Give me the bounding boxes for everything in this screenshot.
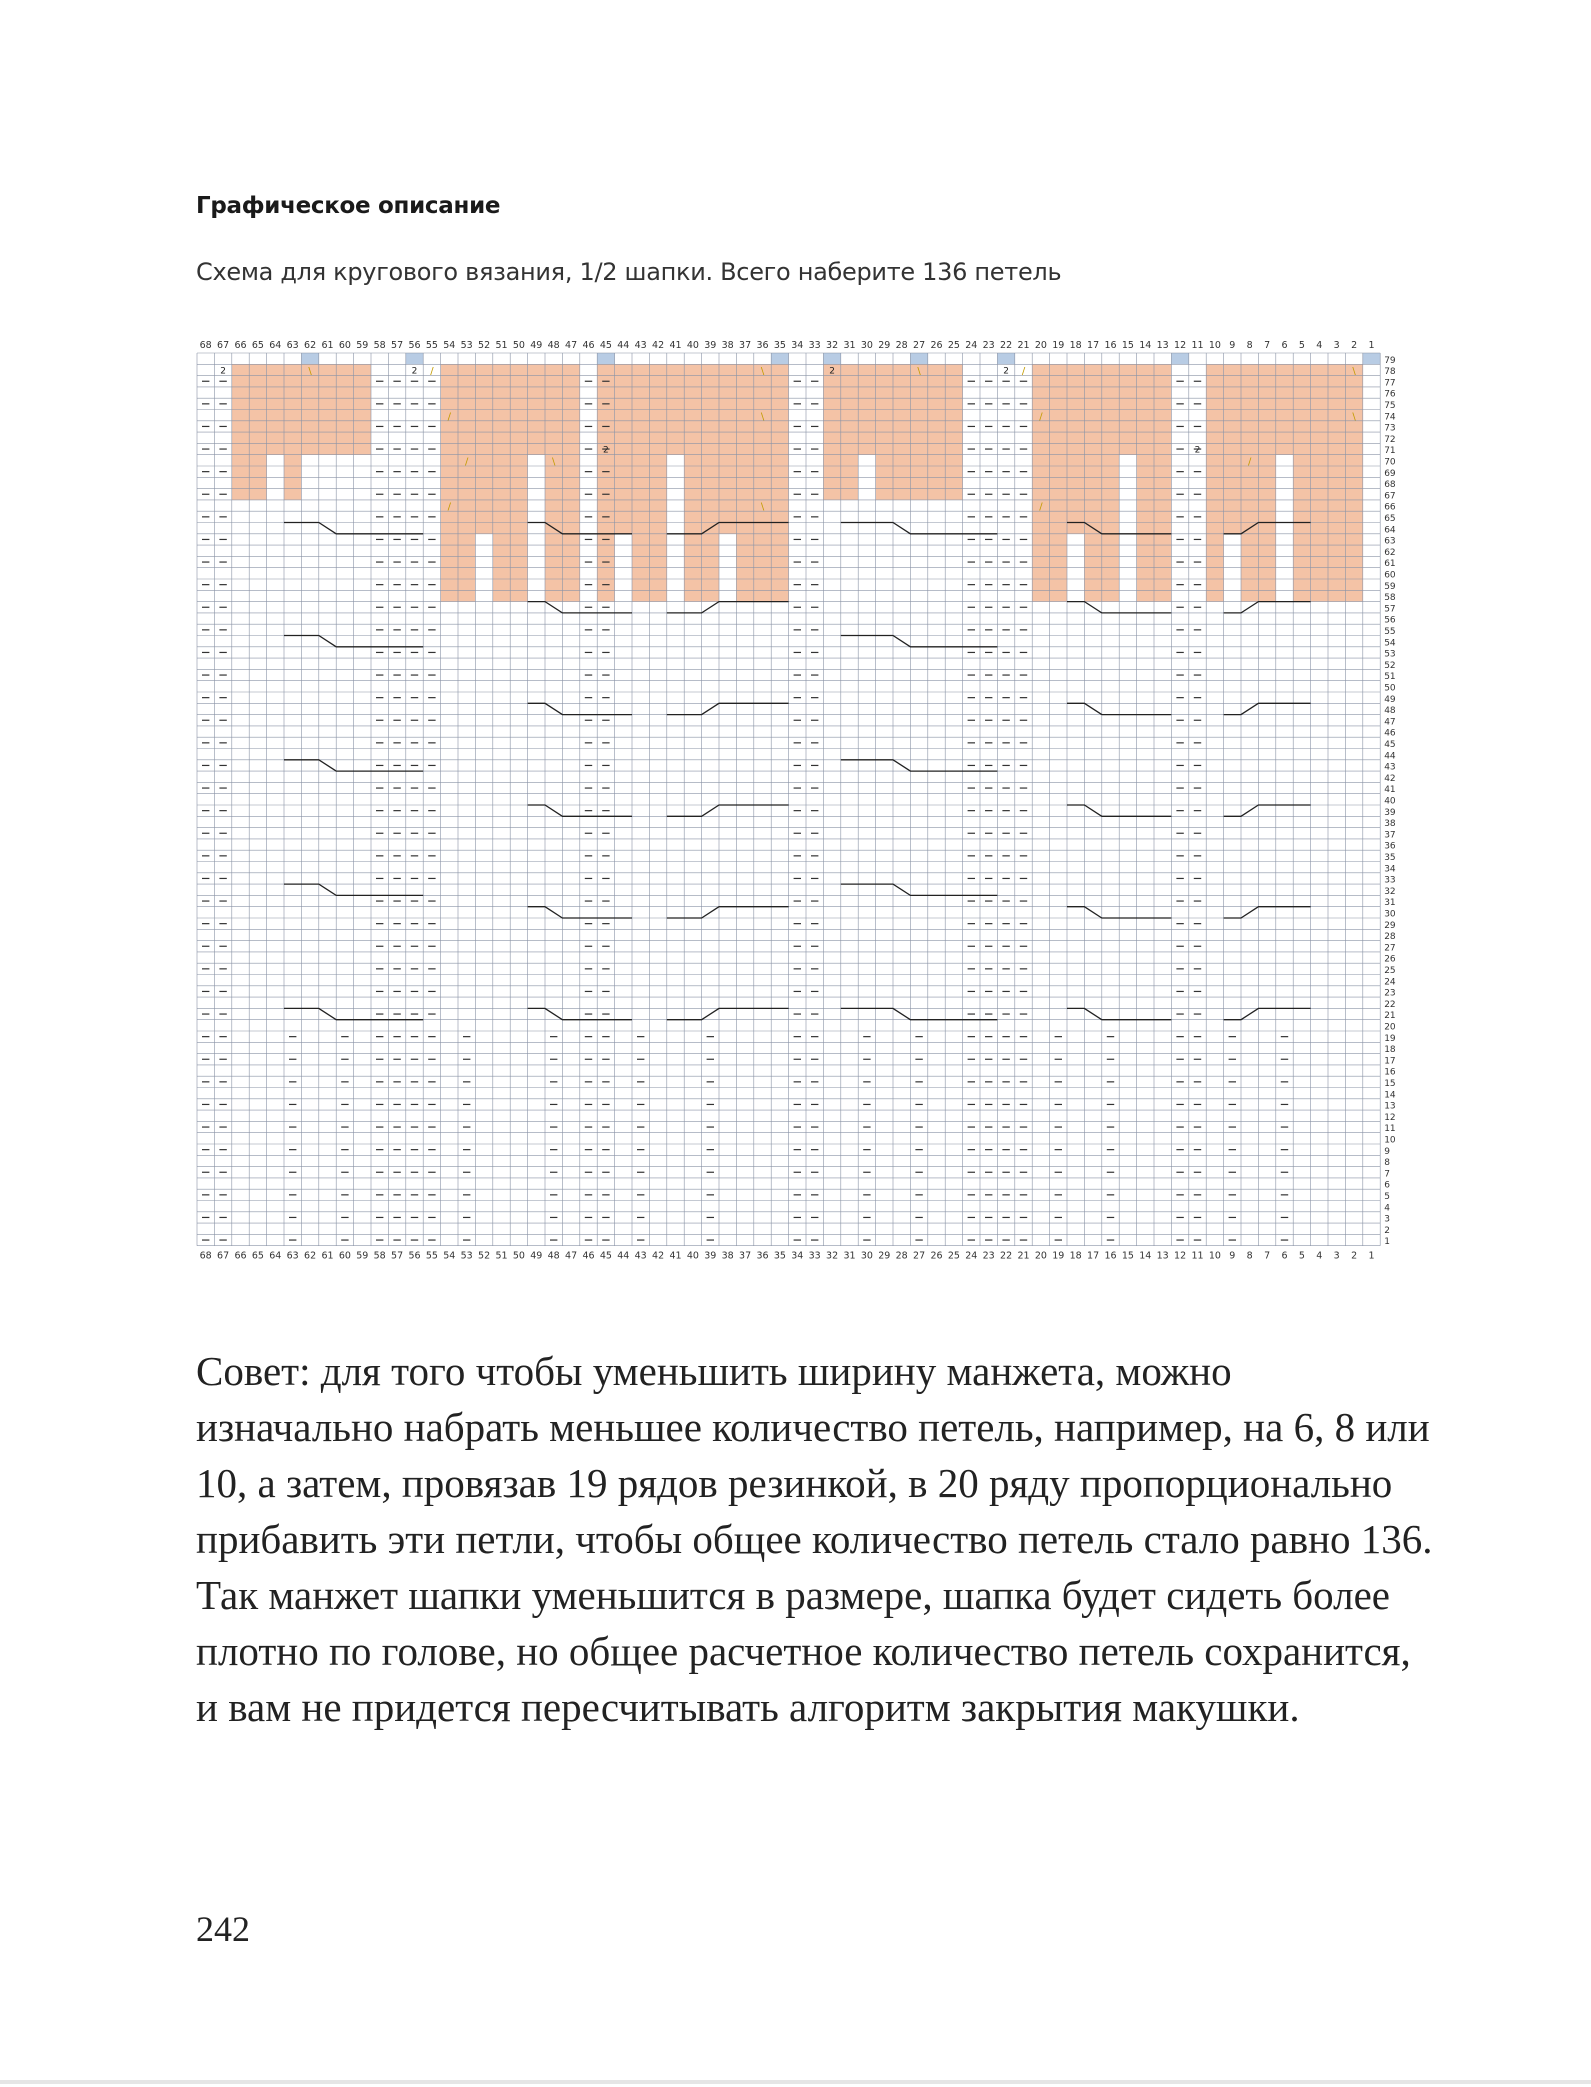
column-label-bottom: 31 [843, 1250, 856, 1262]
column-label-bottom: 18 [1069, 1250, 1082, 1262]
column-label-bottom: 4 [1316, 1250, 1323, 1262]
column-label-top: 11 [1191, 340, 1204, 351]
column-label-top: 2 [1351, 340, 1358, 351]
no-stitch-cell [545, 364, 562, 601]
column-label-top: 14 [1139, 340, 1152, 351]
column-label-top: 53 [460, 340, 473, 351]
column-label-bottom: 9 [1229, 1250, 1236, 1262]
column-label-bottom: 54 [443, 1250, 456, 1262]
column-label-bottom: 36 [756, 1250, 769, 1262]
column-label-top: 25 [947, 340, 960, 351]
column-marker-cell [406, 353, 423, 364]
row-label: 11 [1384, 1124, 1396, 1135]
column-label-bottom: 14 [1139, 1250, 1152, 1262]
row-label: 47 [1384, 717, 1396, 728]
column-label-top: 16 [1104, 340, 1117, 351]
slant-right-mark: / [1021, 366, 1026, 378]
column-label-top: 31 [843, 340, 856, 351]
column-label-bottom: 67 [217, 1250, 230, 1262]
column-label-top: 67 [217, 340, 230, 351]
no-stitch-cell [1032, 364, 1049, 601]
column-label-bottom: 53 [460, 1250, 473, 1262]
column-label-top: 15 [1121, 340, 1134, 351]
row-label: 36 [1384, 841, 1396, 852]
column-label-bottom: 44 [617, 1250, 630, 1262]
row-label: 75 [1384, 401, 1396, 411]
row-label: 30 [1384, 909, 1396, 920]
slant-right-mark: / [447, 411, 451, 423]
column-label-top: 45 [599, 340, 612, 351]
column-label-top: 21 [1017, 340, 1030, 351]
row-label: 31 [1384, 898, 1396, 909]
row-label: 70 [1384, 457, 1396, 468]
no-stitch-cell [771, 364, 788, 601]
column-label-bottom: 8 [1246, 1250, 1253, 1262]
row-label: 16 [1384, 1067, 1396, 1078]
column-label-bottom: 38 [721, 1250, 734, 1262]
column-marker-cell [771, 353, 788, 364]
row-label: 54 [1384, 638, 1396, 649]
row-label: 23 [1384, 988, 1396, 999]
column-label-top: 42 [652, 340, 665, 351]
row-label: 17 [1384, 1056, 1396, 1067]
column-marker-cell [997, 353, 1014, 364]
row-label: 14 [1384, 1090, 1396, 1101]
column-label-bottom: 20 [1034, 1250, 1047, 1262]
column-label-bottom: 5 [1298, 1250, 1305, 1262]
column-label-bottom: 25 [947, 1250, 960, 1262]
column-label-bottom: 37 [739, 1250, 752, 1262]
no-stitch-cell [719, 364, 736, 534]
row-label: 21 [1384, 1011, 1396, 1022]
column-label-bottom: 45 [599, 1250, 612, 1262]
decrease-label: 2 [829, 366, 835, 377]
column-label-top: 10 [1208, 340, 1221, 351]
no-stitch-cell [562, 364, 579, 601]
column-label-bottom: 66 [234, 1250, 247, 1262]
column-label-top: 27 [913, 340, 926, 351]
column-label-bottom: 26 [930, 1250, 943, 1262]
column-label-bottom: 29 [878, 1250, 891, 1262]
column-label-bottom: 46 [582, 1250, 595, 1262]
column-label-bottom: 1 [1368, 1250, 1375, 1262]
column-label-bottom: 3 [1333, 1250, 1340, 1262]
decrease-label: 2 [1003, 366, 1009, 377]
column-label-bottom: 43 [634, 1250, 647, 1262]
row-label: 48 [1384, 706, 1396, 717]
no-stitch-cell [649, 364, 666, 601]
slant-right-mark: / [465, 456, 469, 468]
row-label: 46 [1384, 728, 1396, 739]
no-stitch-cell [632, 364, 649, 601]
row-label: 27 [1384, 943, 1396, 954]
column-label-top: 58 [373, 340, 386, 351]
row-label: 5 [1384, 1192, 1390, 1202]
decrease-label: 2 [1194, 445, 1201, 456]
column-label-bottom: 12 [1174, 1250, 1187, 1262]
column-marker-cell [301, 353, 318, 364]
no-stitch-cell [1345, 364, 1362, 601]
tip-paragraph: Совет: для того чтобы уменьшить ширину манжета, можно изначально набрать меньшее количество петель, например, на 6, 8 или 10, а затем, провязав 19 рядов резинкой, в 20 ряду пропорционально прибавить эти петли, чтобы общее количество петель стало равно 136. Так манжет шапки уменьшится в размере, шапка будет сидеть более плотно по голове, но общее расчетное количество петель сохранится, и вам не придется пересчитывать алгоритм закрытия макушки. [196, 1348, 1433, 1730]
column-label-bottom: 59 [356, 1250, 369, 1262]
column-label-bottom: 34 [791, 1250, 804, 1262]
row-label: 6 [1384, 1180, 1390, 1191]
column-label-top: 39 [704, 340, 717, 351]
slant-left-mark: \ [760, 501, 765, 513]
bottom-rule [0, 2080, 1591, 2084]
row-label: 3 [1384, 1214, 1390, 1225]
column-label-top: 60 [338, 340, 351, 351]
column-marker-cell [1363, 353, 1380, 364]
no-stitch-cell [1293, 364, 1310, 601]
column-label-top: 41 [669, 340, 682, 351]
column-label-bottom: 11 [1191, 1250, 1204, 1262]
column-label-top: 26 [930, 340, 943, 351]
no-stitch-cell [702, 364, 719, 601]
column-label-top: 19 [1052, 340, 1065, 351]
column-label-top: 34 [791, 340, 804, 351]
row-label: 71 [1384, 446, 1396, 457]
row-label: 63 [1384, 536, 1396, 547]
slant-right-mark: / [1248, 456, 1252, 468]
column-label-bottom: 55 [425, 1250, 438, 1262]
column-label-top: 35 [773, 340, 786, 351]
no-stitch-cell [736, 364, 753, 601]
column-label-top: 55 [425, 340, 438, 351]
row-label: 10 [1384, 1135, 1396, 1146]
column-label-top: 6 [1281, 340, 1288, 351]
column-label-bottom: 42 [652, 1250, 665, 1262]
row-label: 28 [1384, 932, 1396, 943]
row-label: 29 [1384, 920, 1396, 931]
column-marker-cell [1171, 353, 1188, 364]
column-label-bottom: 10 [1208, 1250, 1221, 1262]
column-label-bottom: 61 [321, 1250, 334, 1262]
row-label: 53 [1384, 649, 1396, 660]
row-label: 49 [1384, 694, 1396, 705]
page-heading: Графическое описание [196, 193, 501, 219]
column-label-top: 57 [391, 340, 404, 351]
no-stitch-cell [1258, 364, 1275, 601]
row-label: 8 [1384, 1158, 1390, 1169]
slant-left-mark: \ [308, 366, 312, 378]
column-label-bottom: 7 [1264, 1250, 1271, 1262]
row-label: 34 [1384, 864, 1396, 875]
decrease-label: 2 [411, 366, 418, 377]
column-label-top: 52 [478, 340, 491, 351]
row-label: 64 [1384, 525, 1396, 536]
row-label: 9 [1384, 1146, 1390, 1157]
row-label: 51 [1384, 672, 1396, 683]
row-label: 7 [1384, 1169, 1390, 1180]
column-label-bottom: 15 [1121, 1250, 1134, 1262]
column-label-top: 50 [512, 340, 525, 351]
row-label: 41 [1384, 785, 1396, 796]
row-label: 55 [1384, 627, 1396, 637]
column-label-top: 24 [965, 340, 978, 351]
column-label-bottom: 6 [1281, 1250, 1288, 1262]
row-label: 65 [1384, 514, 1396, 524]
knitting-chart [190, 322, 1430, 1282]
column-label-top: 68 [199, 340, 212, 351]
column-label-top: 63 [286, 340, 299, 351]
column-label-top: 40 [686, 340, 699, 351]
row-label: 12 [1384, 1112, 1396, 1123]
column-marker-cell [597, 353, 614, 364]
column-marker-cell [910, 353, 927, 364]
column-label-bottom: 48 [547, 1250, 560, 1262]
column-label-top: 38 [721, 340, 734, 351]
row-label: 45 [1384, 740, 1396, 750]
row-label: 72 [1384, 434, 1396, 445]
column-label-bottom: 22 [1000, 1250, 1013, 1262]
column-label-bottom: 62 [304, 1250, 317, 1262]
row-label: 22 [1384, 999, 1396, 1010]
no-stitch-cell [597, 364, 614, 601]
column-label-bottom: 52 [478, 1250, 491, 1262]
no-stitch-cell [1206, 364, 1223, 601]
column-label-bottom: 50 [512, 1250, 525, 1262]
column-label-top: 64 [269, 340, 282, 351]
slant-right-mark: / [447, 501, 451, 513]
row-label: 52 [1384, 660, 1396, 671]
no-stitch-cell [475, 364, 492, 534]
row-label: 57 [1384, 604, 1396, 615]
column-label-top: 56 [408, 340, 421, 351]
column-label-top: 30 [860, 340, 873, 351]
row-label: 77 [1384, 378, 1396, 389]
column-label-top: 62 [304, 340, 317, 351]
column-label-top: 43 [634, 340, 647, 351]
column-label-top: 49 [530, 340, 543, 351]
column-label-top: 36 [756, 340, 769, 351]
column-label-top: 12 [1174, 340, 1187, 351]
row-label: 37 [1384, 830, 1396, 841]
column-label-top: 4 [1316, 340, 1323, 351]
no-stitch-cell [1154, 364, 1171, 601]
page-number: 242 [196, 1909, 250, 1949]
no-stitch-cell [1241, 364, 1258, 601]
column-label-top: 46 [582, 340, 595, 351]
no-stitch-cell [1311, 364, 1328, 601]
row-label: 62 [1384, 547, 1396, 558]
row-label: 33 [1384, 875, 1396, 886]
row-label: 61 [1384, 559, 1396, 570]
column-label-bottom: 41 [669, 1250, 682, 1262]
column-label-top: 3 [1333, 340, 1340, 351]
no-stitch-cell [1050, 364, 1067, 601]
column-label-bottom: 28 [895, 1250, 908, 1262]
column-label-bottom: 33 [808, 1250, 821, 1262]
column-label-bottom: 30 [860, 1250, 873, 1262]
column-label-top: 7 [1264, 340, 1271, 351]
no-stitch-cell [1224, 364, 1241, 534]
column-label-top: 48 [547, 340, 560, 351]
row-label: 76 [1384, 389, 1396, 400]
column-label-top: 17 [1087, 340, 1100, 351]
row-label: 38 [1384, 819, 1396, 830]
row-label: 66 [1384, 502, 1396, 513]
no-stitch-cell [493, 364, 510, 601]
column-label-bottom: 49 [530, 1250, 543, 1262]
column-label-top: 23 [982, 340, 995, 351]
column-label-top: 29 [878, 340, 891, 351]
column-label-bottom: 51 [495, 1250, 508, 1262]
column-label-top: 61 [321, 340, 334, 351]
row-label: 18 [1384, 1045, 1396, 1056]
column-label-bottom: 57 [391, 1250, 404, 1262]
row-label: 1 [1384, 1237, 1390, 1248]
column-label-top: 28 [895, 340, 908, 351]
row-label: 2 [1384, 1225, 1390, 1236]
column-label-top: 9 [1229, 340, 1236, 351]
row-label: 25 [1384, 966, 1396, 976]
row-label: 35 [1384, 853, 1396, 863]
column-label-bottom: 16 [1104, 1250, 1117, 1262]
slant-right-mark: / [430, 366, 434, 378]
row-label: 59 [1384, 581, 1396, 592]
row-label: 24 [1384, 977, 1396, 988]
decrease-label: 2 [220, 366, 226, 377]
column-label-top: 8 [1246, 340, 1253, 351]
row-label: 74 [1384, 412, 1396, 423]
no-stitch-cell [615, 364, 632, 534]
column-label-bottom: 13 [1156, 1250, 1169, 1262]
column-label-top: 51 [495, 340, 508, 351]
no-stitch-cell [1328, 364, 1345, 601]
row-label: 68 [1384, 480, 1396, 491]
column-label-top: 59 [356, 340, 369, 351]
slant-left-mark: \ [552, 456, 556, 468]
row-label: 58 [1384, 593, 1396, 604]
no-stitch-cell [754, 364, 771, 601]
chart-subtitle: Схема для кругового вязания, 1/2 шапки. Всего наберите 136 петель [196, 258, 1062, 286]
column-label-top: 32 [826, 340, 839, 351]
no-stitch-cell [1102, 364, 1119, 601]
column-label-bottom: 23 [982, 1250, 995, 1262]
column-label-top: 54 [443, 340, 456, 351]
slant-left-mark: \ [760, 366, 765, 378]
no-stitch-cell [1137, 364, 1154, 601]
column-label-top: 66 [234, 340, 247, 351]
column-label-bottom: 21 [1017, 1250, 1030, 1262]
column-label-bottom: 60 [338, 1250, 351, 1262]
no-stitch-cell [684, 364, 701, 601]
column-label-bottom: 17 [1087, 1250, 1100, 1262]
row-label: 69 [1384, 468, 1396, 479]
row-label: 39 [1384, 807, 1396, 818]
row-label: 20 [1384, 1022, 1396, 1033]
row-label: 44 [1384, 751, 1396, 762]
column-label-bottom: 32 [826, 1250, 839, 1262]
row-label: 56 [1384, 615, 1396, 626]
column-label-bottom: 19 [1052, 1250, 1065, 1262]
slant-left-mark: \ [917, 366, 921, 378]
no-stitch-cell [458, 364, 475, 601]
slant-left-mark: \ [760, 411, 765, 423]
no-stitch-cell [510, 364, 527, 601]
column-label-top: 33 [808, 340, 821, 351]
column-label-bottom: 40 [686, 1250, 699, 1262]
column-label-bottom: 24 [965, 1250, 978, 1262]
column-label-bottom: 63 [286, 1250, 299, 1262]
column-label-top: 37 [739, 340, 752, 351]
row-label: 73 [1384, 423, 1396, 434]
slant-left-mark: \ [1352, 411, 1356, 423]
slant-left-mark: \ [1352, 366, 1356, 378]
column-marker-cell [823, 353, 840, 364]
column-label-bottom: 68 [199, 1250, 212, 1262]
column-label-top: 22 [1000, 340, 1013, 351]
column-label-bottom: 39 [704, 1250, 717, 1262]
column-label-bottom: 27 [913, 1250, 926, 1262]
row-label: 26 [1384, 954, 1396, 965]
slant-right-mark: / [1039, 411, 1043, 423]
column-label-top: 47 [565, 340, 578, 351]
row-label: 43 [1384, 762, 1396, 773]
row-label: 79 [1384, 355, 1396, 366]
row-label: 15 [1384, 1079, 1396, 1089]
row-label: 19 [1384, 1033, 1396, 1044]
row-label: 50 [1384, 683, 1396, 694]
column-label-top: 20 [1034, 340, 1047, 351]
column-label-bottom: 47 [565, 1250, 578, 1262]
column-label-top: 18 [1069, 340, 1082, 351]
column-label-top: 1 [1368, 340, 1375, 351]
column-label-bottom: 58 [373, 1250, 386, 1262]
decrease-label: 2 [603, 445, 609, 456]
row-label: 32 [1384, 886, 1396, 897]
column-label-top: 44 [617, 340, 630, 351]
no-stitch-cell [1084, 364, 1101, 601]
column-label-bottom: 2 [1351, 1250, 1358, 1262]
row-label: 13 [1384, 1101, 1396, 1112]
column-label-top: 65 [251, 340, 264, 351]
row-label: 78 [1384, 367, 1396, 378]
no-stitch-cell [441, 364, 458, 601]
column-label-bottom: 56 [408, 1250, 421, 1262]
column-label-bottom: 65 [251, 1250, 264, 1262]
row-label: 60 [1384, 570, 1396, 581]
row-label: 40 [1384, 796, 1396, 807]
column-label-bottom: 35 [773, 1250, 786, 1262]
row-label: 42 [1384, 773, 1396, 784]
no-stitch-cell [1067, 364, 1084, 534]
row-label: 4 [1384, 1203, 1390, 1214]
column-label-top: 5 [1298, 340, 1305, 351]
column-label-bottom: 64 [269, 1250, 282, 1262]
slant-right-mark: / [1039, 501, 1043, 513]
row-label: 67 [1384, 491, 1396, 502]
column-label-top: 13 [1156, 340, 1169, 351]
